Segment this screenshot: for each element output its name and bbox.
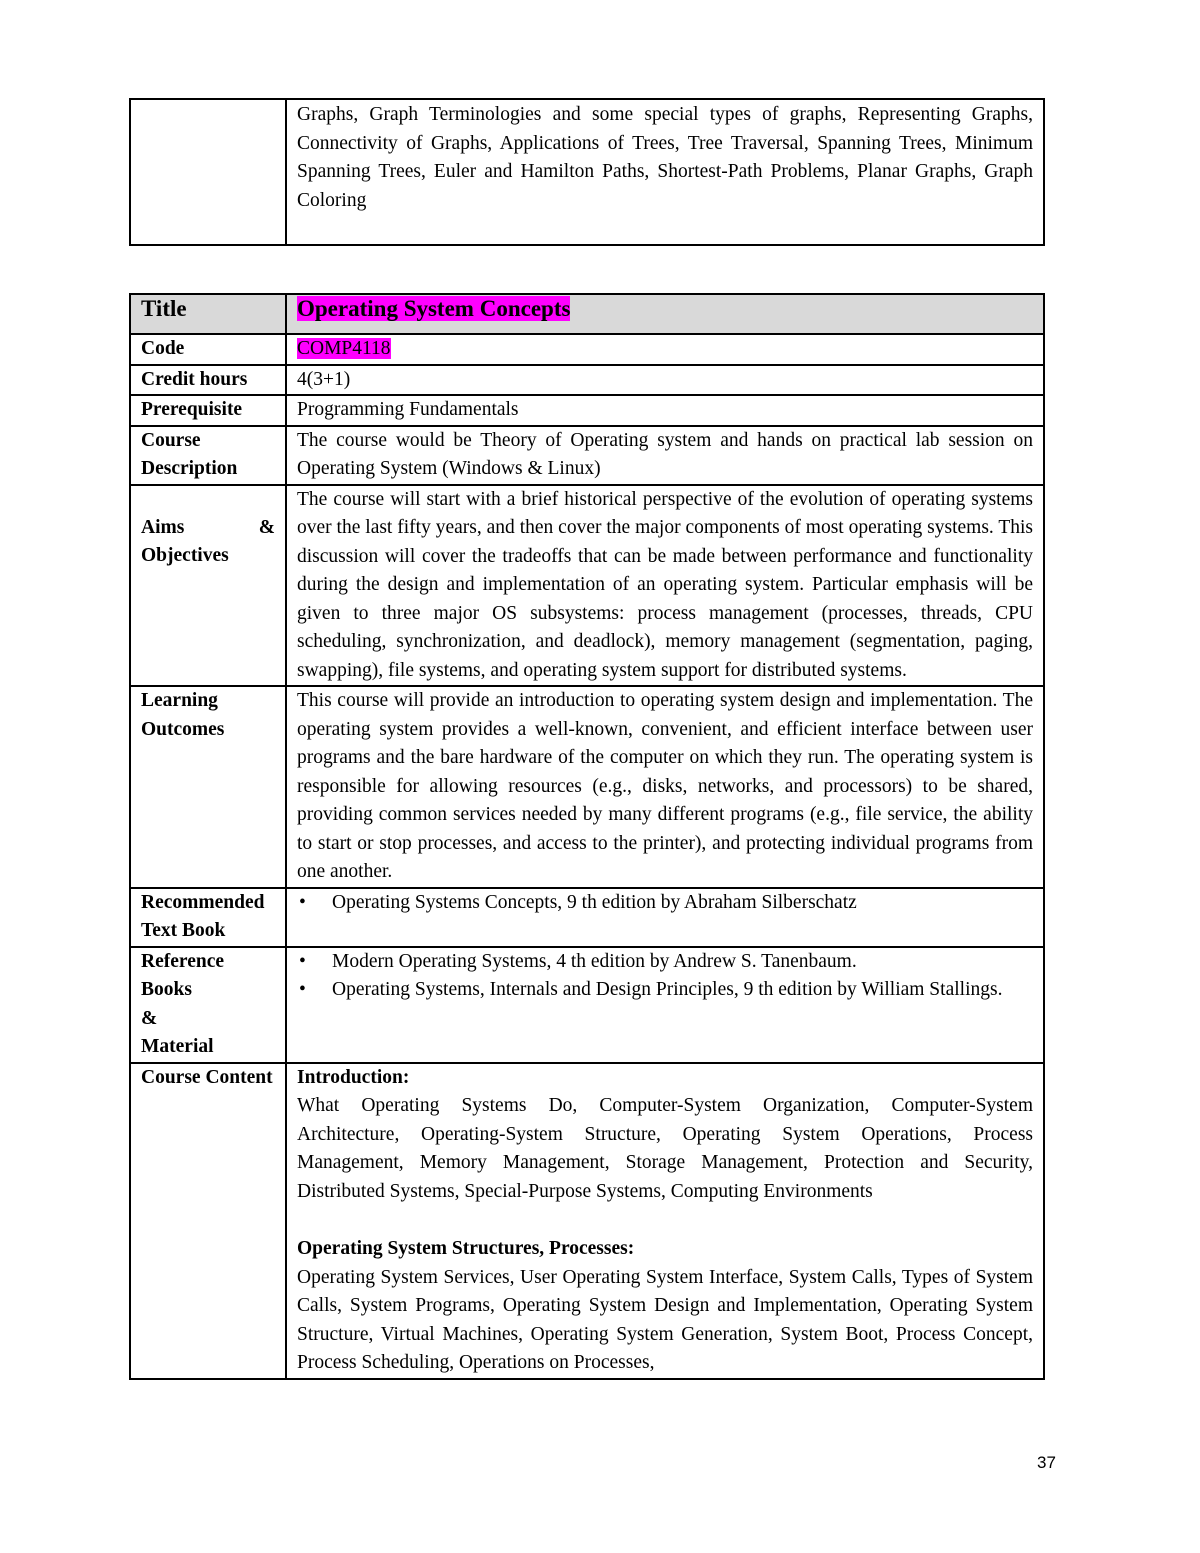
reference-label-2: Books <box>141 979 192 1000</box>
section-body: Operating System Services, User Operating System Interface, System Calls, Types of System Calls, System Programs, Operating System Design and Implementation, Operating System Structure, Virtual Machines, Operating System Generation, System Boot, Process Concept, Process Scheduling, Operations on Processes, <box>297 1266 1033 1373</box>
page-number: 37 <box>1037 1453 1056 1472</box>
course-outline-table <box>129 293 1045 1380</box>
outcomes-label: Learning Outcomes <box>130 686 286 888</box>
aims-label-cell <box>130 485 286 687</box>
prerequisite-label: Prerequisite <box>130 395 286 426</box>
reference-label-3: & <box>141 1007 158 1029</box>
credit-label: Credit hours <box>130 365 286 396</box>
reference-label-cell <box>130 947 286 1063</box>
content-value-cell <box>286 1063 1044 1379</box>
table-row <box>130 99 1044 245</box>
objectives-label: Objectives <box>141 545 229 566</box>
reference-label-1: Reference <box>141 950 224 972</box>
textbook-list <box>297 889 1033 918</box>
code-value-cell <box>286 334 1044 365</box>
list-item: • Modern Operating Systems, 4 th edition by Andrew S. Tanenbaum. <box>332 948 1033 977</box>
aims-label: Aims <box>141 516 185 538</box>
textbook-value-cell <box>286 888 1044 947</box>
description-value: The course would be Theory of Operating system and hands on practical lab session on Operating System (Windows & Linux) <box>286 426 1044 485</box>
aims-value: The course will start with a brief historical perspective of the evolution of operating systems over the last fifty years, and then cover the major components of most operating systems. This discussion will cover the tradeoffs that can be made between performance and functionality during the design and implementation of an operating system. Particular emphasis will be given to three major OS subsystems: process management (processes, threads, CPU scheduling, synchronization, and deadlock), memory management (segmentation, paging, swapping), file systems, and operating system support for distributed systems. <box>286 485 1044 687</box>
credit-value: 4(3+1) <box>286 365 1044 396</box>
outcomes-row <box>130 686 1044 888</box>
textbook-row <box>130 888 1044 947</box>
title-row <box>130 294 1044 334</box>
prerequisite-value: Programming Fundamentals <box>286 395 1044 426</box>
section-spacer <box>297 1206 1033 1235</box>
reference-label-4: Material <box>141 1036 214 1057</box>
list-item: • Operating Systems Concepts, 9 th edition by Abraham Silberschatz <box>332 889 1033 918</box>
code-label: Code <box>130 334 286 365</box>
description-label: Course Description <box>130 426 286 485</box>
outcomes-value: This course will provide an introduction to operating system design and implementation. The operating system provides a well-known, convenient, and efficient interface between user programs and the bare hardware of the computer on which they run. The operating system is responsible for allowing resources (e.g., disks, networks, and processors) to be shared, providing common services needed by many different programs (e.g., file service, the ability to start or stop processes, and access to the printer), and protecting individual programs from one another. <box>286 686 1044 888</box>
list-item: • Operating Systems, Internals and Design Principles, 9 th edition by William Stallings. <box>332 976 1033 1005</box>
section-heading: Introduction: <box>297 1066 410 1088</box>
textbook-label: Recommended Text Book <box>130 888 286 947</box>
prerequisite-row <box>130 395 1044 426</box>
reference-list <box>297 948 1033 1005</box>
title-label: Title <box>130 294 286 334</box>
course-title: Operating System Concepts <box>297 296 571 321</box>
content-row <box>130 1063 1044 1379</box>
aims-row <box>130 485 1044 687</box>
aims-ampersand: & <box>258 516 275 538</box>
content-label: Course Content <box>130 1063 286 1379</box>
graph-topics-cell: Graphs, Graph Terminologies and some special types of graphs, Representing Graphs, Connectivity of Graphs, Applications of Trees, Tree Traversal, Spanning Trees, Minimum Spanning Trees, Euler and Hamilton Paths, Shortest-Path Problems, Planar Graphs, Graph Coloring <box>286 99 1044 245</box>
credit-row <box>130 365 1044 396</box>
section-heading: Operating System Structures, Processes: <box>297 1238 635 1259</box>
reference-value-cell <box>286 947 1044 1063</box>
aims-label-line <box>141 486 275 543</box>
empty-label-cell <box>130 99 286 245</box>
title-value-cell <box>286 294 1044 334</box>
previous-course-table <box>129 98 1045 246</box>
code-row <box>130 334 1044 365</box>
description-row <box>130 426 1044 485</box>
reference-row <box>130 947 1044 1063</box>
section-body: What Operating Systems Do, Computer-System Organization, Computer-System Architecture, Operating-System Structure, Operating System Operations, Process Management, Memory Management, Storage Management, Protection and Security, Distributed Systems, Special-Purpose Systems, Computing Environments <box>297 1095 1033 1202</box>
course-code: COMP4118 <box>297 338 391 359</box>
